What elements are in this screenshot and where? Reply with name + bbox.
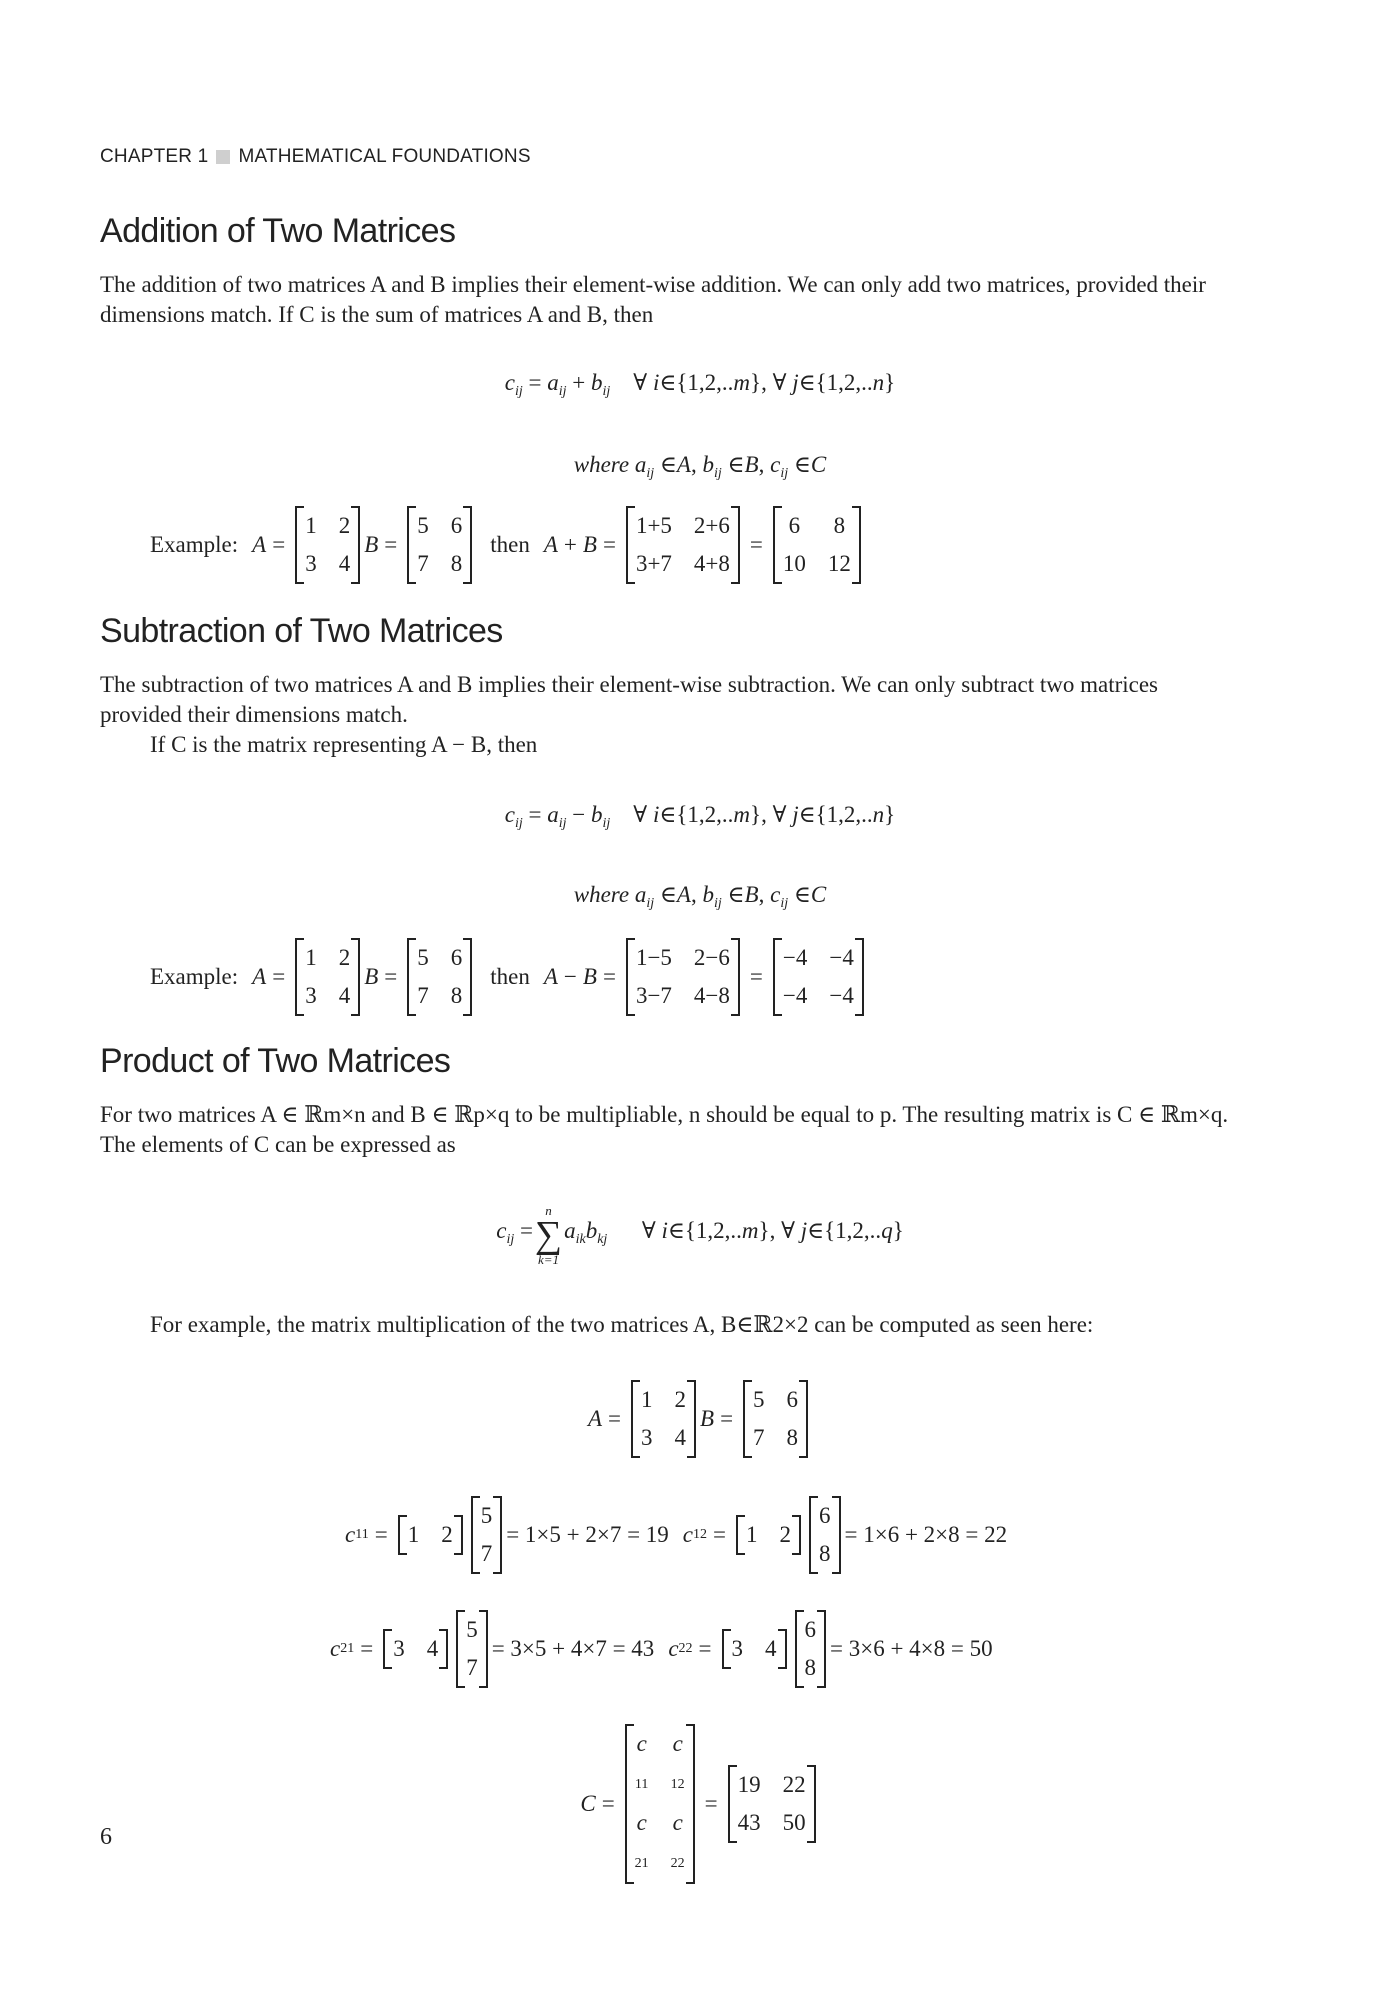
heading-addition: Addition of Two Matrices bbox=[100, 212, 456, 250]
product-input-matrices: A = 1 2 3 4 B = 5 6 7 8 bbox=[0, 1380, 1400, 1458]
matrix-a: 1 2 3 4 bbox=[295, 938, 360, 1016]
para-product: For two matrices A ∈ ℝm×n and B ∈ ℝp×q to be multipliable, n should be equal to p. The resulting matrix is C ∈ ℝm×q. The elements of C can be expressed as bbox=[100, 1102, 1229, 1157]
matrix-sum-expression: 1+5 2+6 3+7 4+8 bbox=[626, 506, 740, 584]
example-label: Example: bbox=[150, 532, 239, 557]
product-result: C = c $_{11}$ c $_{12}$ c $_{21}$ c $_{22}$ = 19 22 43 50 bbox=[0, 1724, 1400, 1884]
square-separator-icon bbox=[216, 150, 230, 164]
para-subtraction: The subtraction of two matrices A and B implies their element-wise subtraction. We can only subtract two matrices provided their dimensions match. bbox=[100, 672, 1158, 727]
matrix-c-result: 19 22 43 50 bbox=[728, 1765, 816, 1843]
matrix-b: 5 6 7 8 bbox=[407, 506, 472, 584]
example-addition: Example: A = 1 2 3 4 B = 5 6 7 8 then A + B = 1+5 2+6 3+7 4+8 = 6 8 10 12 bbox=[150, 506, 865, 584]
c12-calculation: = 1×6 + 2×8 = 22 bbox=[844, 1522, 1008, 1547]
row-vector: 1 2 bbox=[398, 1515, 463, 1555]
column-vector: 5 7 bbox=[471, 1496, 503, 1574]
row-vector: 3 4 bbox=[722, 1629, 787, 1669]
column-vector: 6 8 bbox=[809, 1496, 841, 1574]
para-subtraction-2: If C is the matrix representing A − B, then bbox=[150, 732, 538, 757]
matrix-a: 1 2 3 4 bbox=[295, 506, 360, 584]
column-vector: 5 7 bbox=[456, 1610, 488, 1688]
matrix-difference-result: −4 −4 −4 −4 bbox=[773, 938, 864, 1016]
eq-subtraction: $c_{ij} = a_{ij} - b_{ij}$ ∀ i∈{1,2,..m}, ∀ j∈{1,2,..n} bbox=[504, 802, 896, 831]
running-head-chapter: CHAPTER 1 bbox=[100, 146, 209, 167]
c11-calculation: = 1×5 + 2×7 = 19 bbox=[506, 1522, 669, 1547]
matrix-c-symbolic: c $_{11}$ c $_{12}$ c $_{21}$ c $_{22}$ bbox=[625, 1724, 695, 1884]
matrix-sum-result: 6 8 10 12 bbox=[773, 506, 861, 584]
running-head bbox=[100, 146, 531, 168]
example-label: Example: bbox=[150, 964, 239, 989]
eq-product: $c_{ij}$ = n ∑ k=1 $a_{ik}b_{kj}$ ∀ i∈{1,2,..m}, ∀ j∈{1,2,..q} bbox=[496, 1203, 904, 1267]
product-row-2: c 21 = 3 4 5 7 = 3×5 + 4×7 = 43 c 22 = 3 4 6 8 = 3×6 + 4×8 = 50 bbox=[330, 1610, 993, 1688]
matrix-difference-expression: 1−5 2−6 3−7 4−8 bbox=[626, 938, 740, 1016]
c22-calculation: = 3×6 + 4×8 = 50 bbox=[830, 1636, 993, 1661]
page-number: 6 bbox=[100, 1824, 112, 1850]
summation-symbol: n ∑ k=1 bbox=[535, 1203, 563, 1267]
c21-calculation: = 3×5 + 4×7 = 43 bbox=[491, 1636, 655, 1661]
para-addition: The addition of two matrices A and B implies their element-wise addition. We can only add two matrices, provided their dimensions match. If C is the sum of matrices A and B, then bbox=[100, 272, 1206, 327]
example-subtraction: Example: A = 1 2 3 4 B = 5 6 7 8 then A − B = 1−5 2−6 3−7 4−8 = −4 −4 −4 −4 bbox=[150, 938, 868, 1016]
running-head-title: MATHEMATICAL FOUNDATIONS bbox=[238, 146, 531, 167]
column-vector: 6 8 bbox=[795, 1610, 827, 1688]
heading-product: Product of Two Matrices bbox=[100, 1042, 451, 1080]
then-label: then bbox=[490, 532, 530, 557]
then-label: then bbox=[490, 964, 530, 989]
matrix-b: 5 6 7 8 bbox=[743, 1380, 808, 1458]
row-vector: 3 4 bbox=[383, 1629, 448, 1669]
product-row-1: c 11 = 1 2 5 7 = 1×5 + 2×7 = 19 c 12 = 1 2 6 8 = 1×6 + 2×8 = 22 bbox=[345, 1496, 1007, 1574]
where-subtraction: where $a_{ij}$ ∈A, $b_{ij}$ ∈B, $c_{ij}$ ∈C bbox=[573, 882, 827, 911]
where-addition: where $a_{ij}$ ∈A, $b_{ij}$ ∈B, $c_{ij}$ ∈C bbox=[573, 452, 827, 481]
matrix-a: 1 2 3 4 bbox=[631, 1380, 696, 1458]
row-vector: 1 2 bbox=[736, 1515, 801, 1555]
para-product-example: For example, the matrix multiplication of the two matrices A, B∈ℝ2×2 can be computed as seen here: bbox=[150, 1312, 1094, 1337]
matrix-b: 5 6 7 8 bbox=[407, 938, 472, 1016]
heading-subtraction: Subtraction of Two Matrices bbox=[100, 612, 503, 650]
eq-addition: $c_{ij} = a_{ij} + b_{ij}$ ∀ i∈{1,2,..m}, ∀ j∈{1,2,..n} bbox=[504, 370, 896, 399]
